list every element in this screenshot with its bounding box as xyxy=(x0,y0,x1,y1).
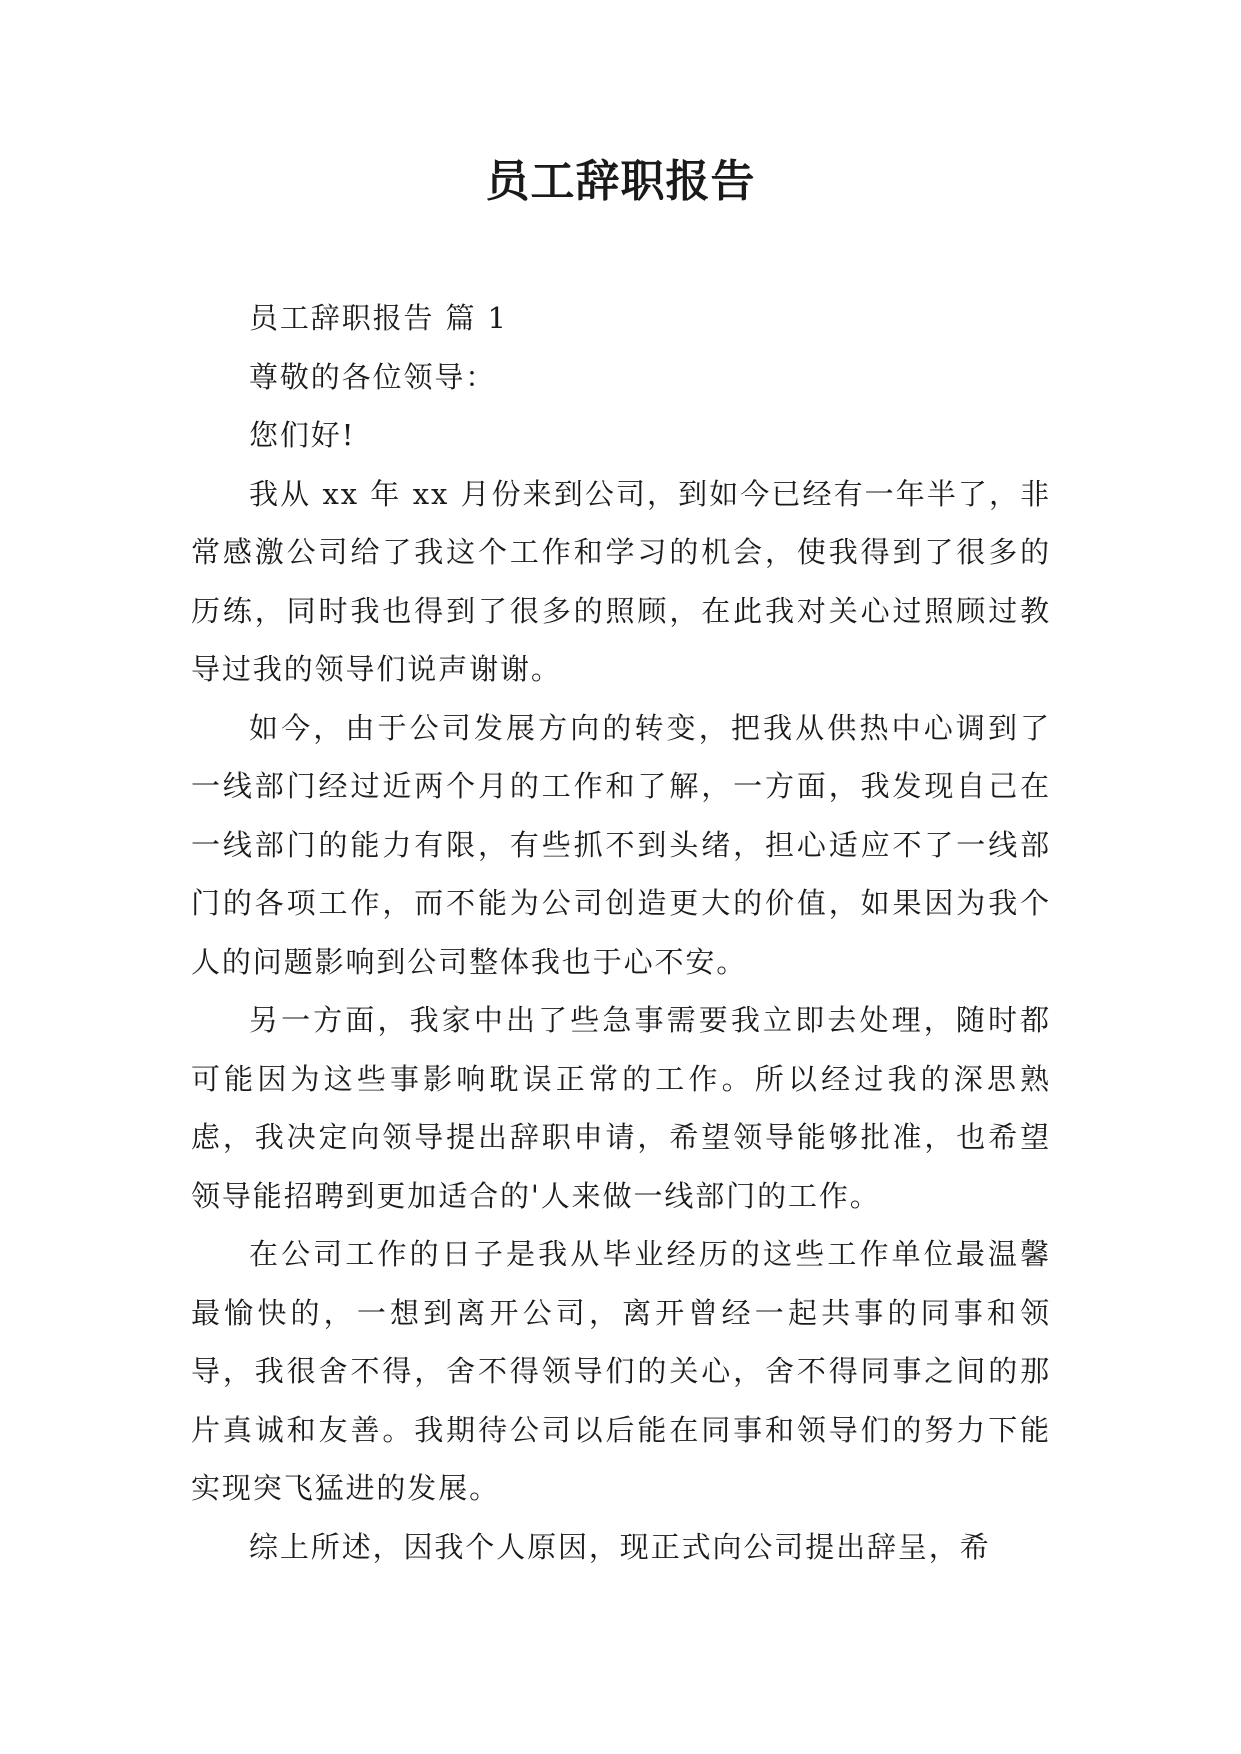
document-title: 员工辞职报告 xyxy=(485,156,756,207)
paragraph-body: 如今，由于公司发展方向的转变，把我从供热中心调到了一线部门经过近两个月的工作和了解，一方面，我发现自己在一线部门的能力有限，有些抓不到头绪，担心适应不了一线部门的各项工作，而不能为公司创造更大的价值，如果因为我个人的问题影响到公司整体我也于心不安。 xyxy=(191,710,1051,979)
paragraph-section-heading: 员工辞职报告 篇 1 xyxy=(249,301,508,335)
document-body xyxy=(191,289,1051,1576)
paragraph-body: 我从 xx 年 xx 月份来到公司，到如今已经有一年半了，非常感激公司给了我这个工作和学习的机会，使我得到了很多的历练，同时我也得到了很多的照顾，在此我对关心过照顾过教导过我的领导们说声谢谢。 xyxy=(191,476,1051,686)
paragraph-greeting: 您们好! xyxy=(249,418,356,452)
paragraph-salutation: 尊敬的各位领导： xyxy=(249,359,497,394)
paragraph-body: 另一方面，我家中出了些急事需要我立即去处理，随时都可能因为这些事影响耽误正常的工作。所以经过我的深思熟虑，我决定向领导提出辞职申请，希望领导能够批准，也希望领导能招聘到更加适合的'人来做一线部门的工作。 xyxy=(191,1003,1051,1213)
paragraph-body: 在公司工作的日子是我从毕业经历的这些工作单位最温馨最愉快的，一想到离开公司，离开曾经一起共事的同事和领导，我很舍不得，舍不得领导们的关心，舍不得同事之间的那片真诚和友善。我期待公司以后能在同事和领导们的努力下能实现突飞猛进的发展。 xyxy=(191,1237,1051,1505)
paragraph-body: 综上所述，因我个人原因，现正式向公司提出辞呈，希 xyxy=(249,1529,991,1564)
